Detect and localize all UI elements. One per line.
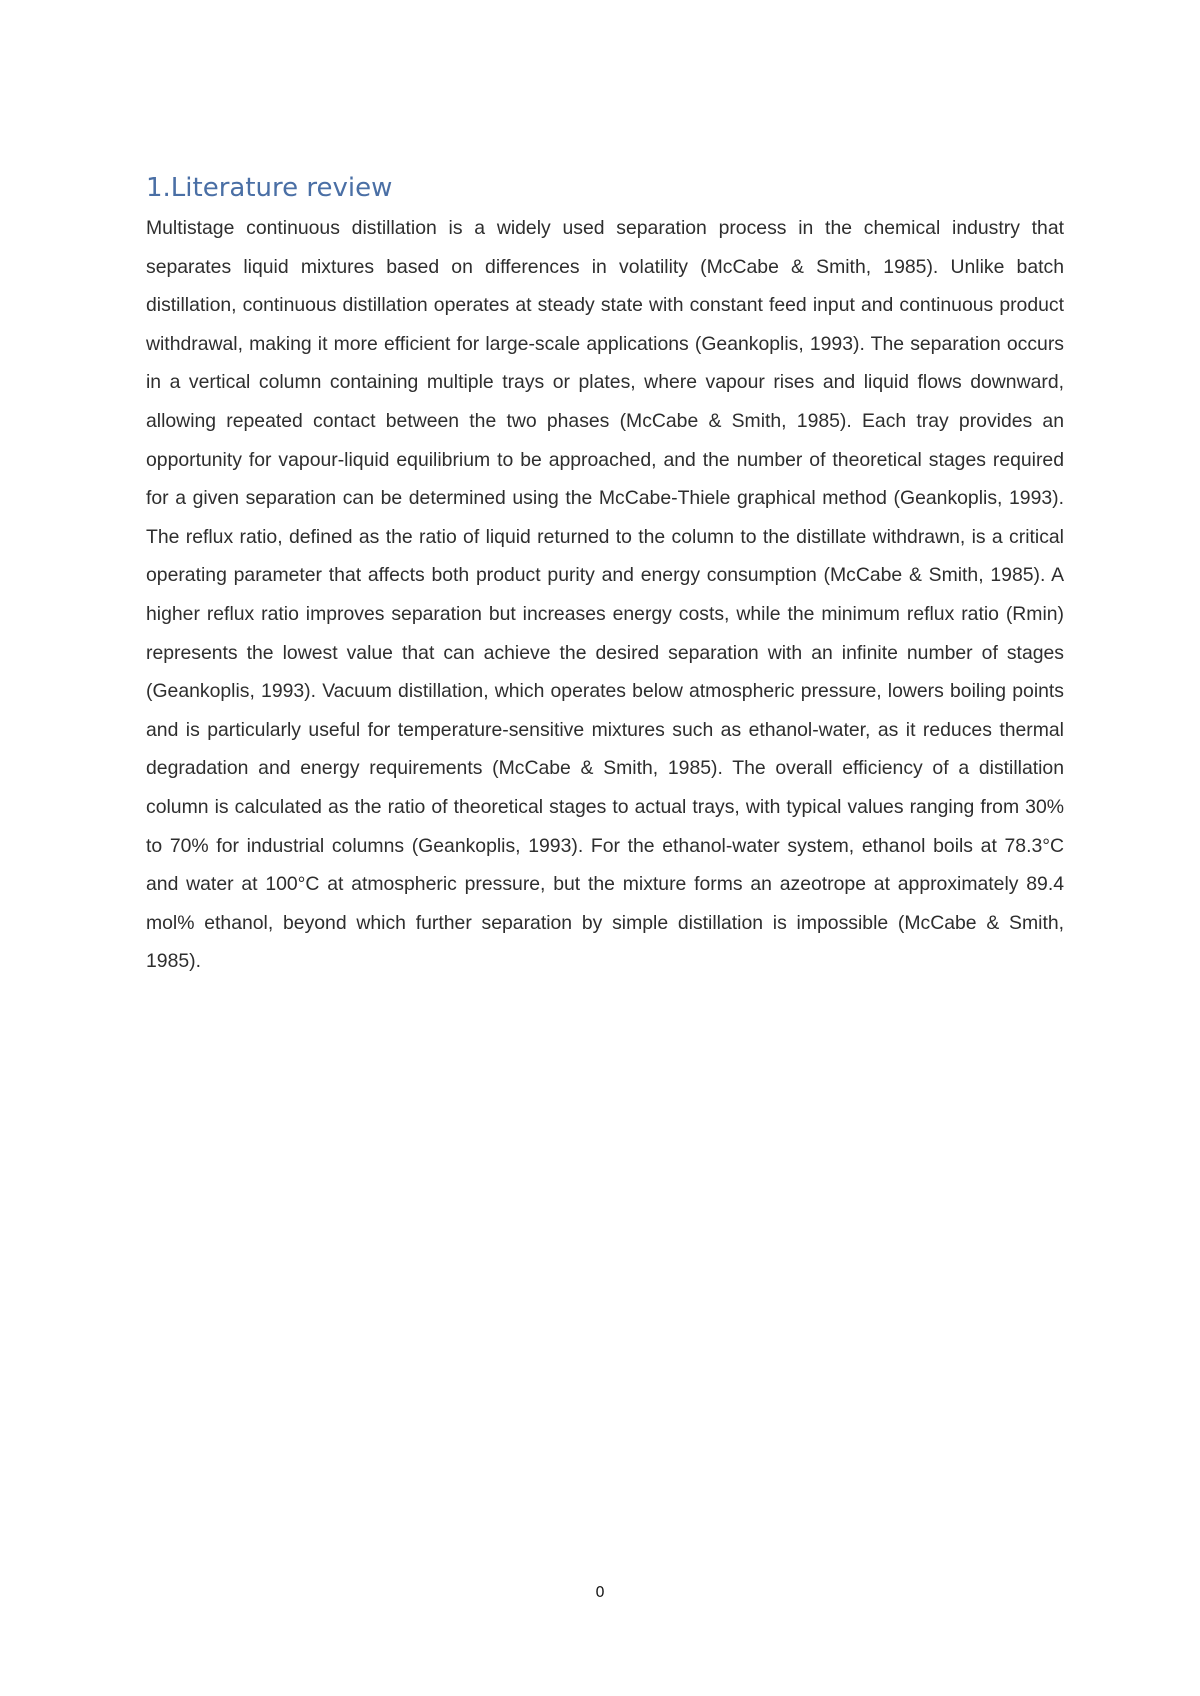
section-heading: 1.Literature review	[146, 173, 393, 203]
page-number: 0	[595, 1583, 605, 1601]
body-paragraph: Multistage continuous distillation is a widely used separation process in the chemical industry that separates liquid mixtures based on differences in volatility (McCabe & Smith, 1985). Unlike batch distillation, continuous distillation operates at steady state with constant feed input and continuous product withdrawal, making it more efficient for large-scale applications (Geankoplis, 1993). The separation occurs in a vertical column containing multiple trays or plates, where vapour rises and liquid flows downward, allowing repeated contact between the two phases (McCabe & Smith, 1985). Each tray provides an opportunity for vapour-liquid equilibrium to be approached, and the number of theoretical stages required for a given separation can be determined using the McCabe-Thiele graphical method (Geankoplis, 1993). The reflux ratio, defined as the ratio of liquid returned to the column to the distillate withdrawn, is a critical operating parameter that affects both product purity and energy consumption (McCabe & Smith, 1985). A higher reflux ratio improves separation but increases energy costs, while the minimum reflux ratio (Rmin) represents the lowest value that can achieve the desired separation with an infinite number of stages (Geankoplis, 1993). Vacuum distillation, which operates below atmospheric pressure, lowers boiling points and is particularly useful for temperature-sensitive mixtures such as ethanol-water, as it reduces thermal degradation and energy requirements (McCabe & Smith, 1985). The overall efficiency of a distillation column is calculated as the ratio of theoretical stages to actual trays, with typical values ranging from 30% to 70% for industrial columns (Geankoplis, 1993). For the ethanol-water system, ethanol boils at 78.3°C and water at 100°C at atmospheric pressure, but the mixture forms an azeotrope at approximately 89.4 mol% ethanol, beyond which further separation by simple distillation is impossible (McCabe & Smith, 1985).	[146, 217, 1064, 973]
